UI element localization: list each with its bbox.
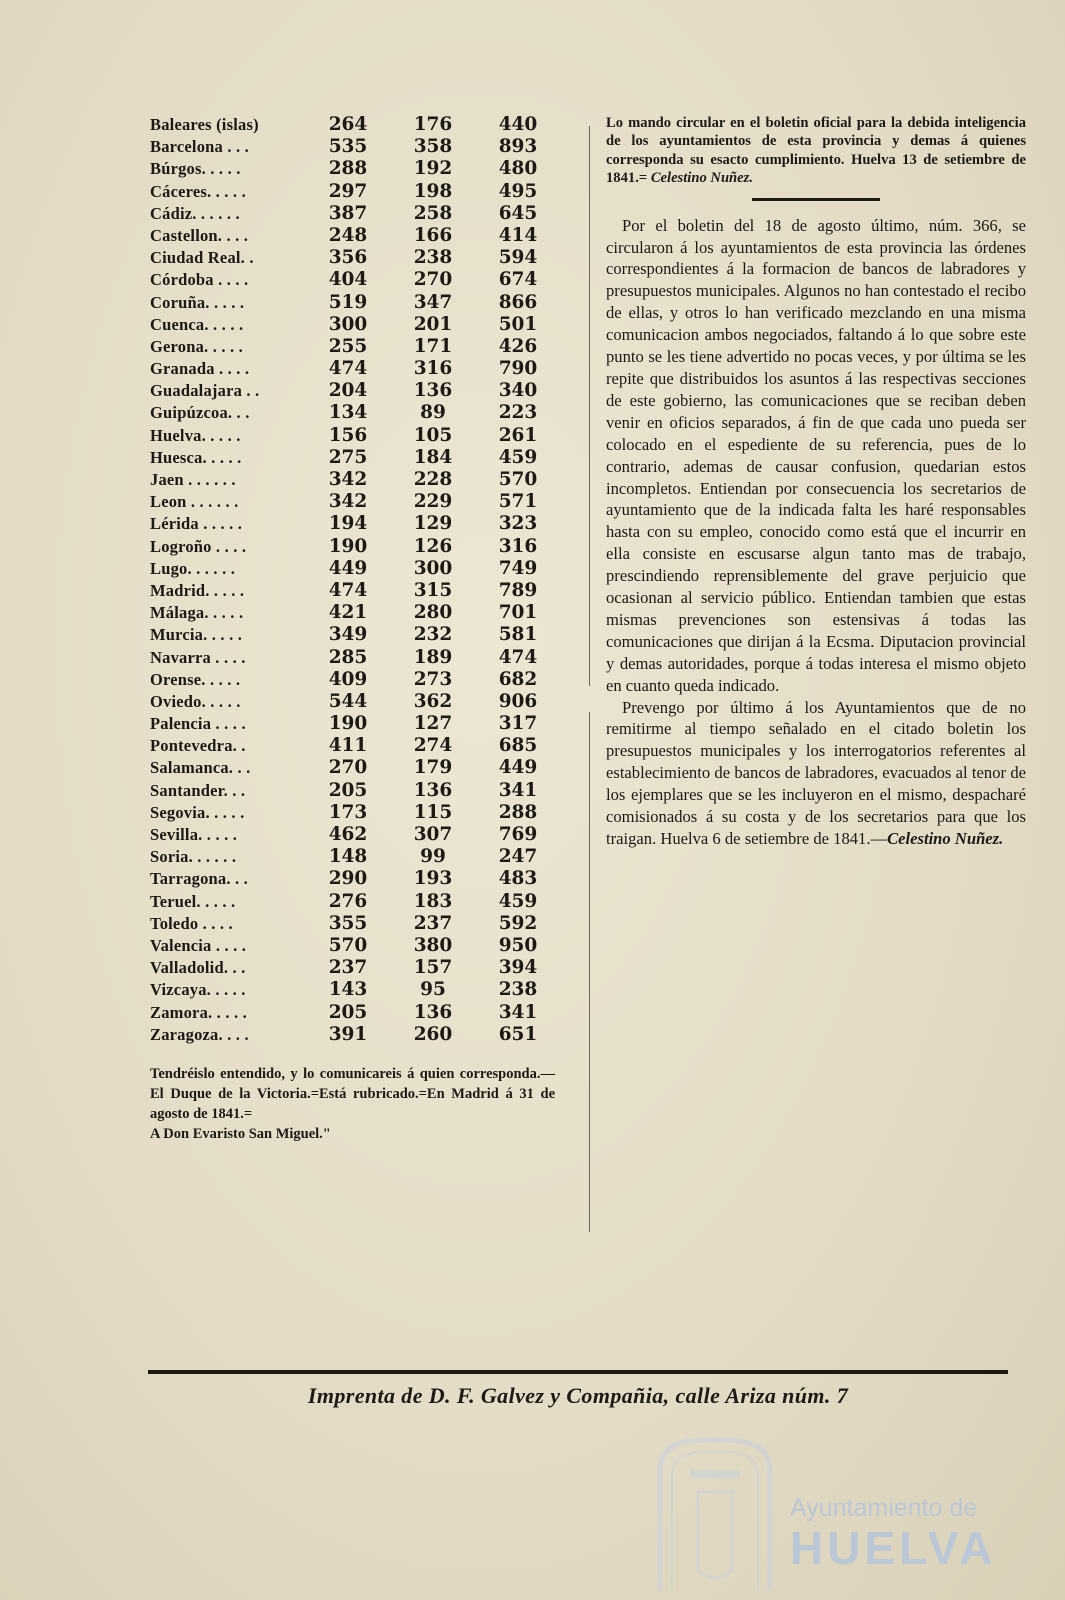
value-a: 544 <box>328 690 368 712</box>
circular-notice <box>606 114 1026 188</box>
watermark-line1: Ayuntamiento de <box>790 1494 978 1522</box>
value-total: 790 <box>498 358 538 380</box>
table-row <box>150 402 560 424</box>
table-row <box>150 314 560 336</box>
value-b: 229 <box>413 491 453 513</box>
value-a: 535 <box>328 136 368 158</box>
value-a: 519 <box>328 291 368 313</box>
table-row <box>150 669 560 691</box>
printer-imprint: Imprenta de D. F. Galvez y Compañia, calle Ariza núm. 7 <box>307 1383 849 1408</box>
value-b: 166 <box>413 224 453 246</box>
value-b: 198 <box>413 180 453 202</box>
value-total: 950 <box>498 934 538 956</box>
value-b: 300 <box>413 557 453 579</box>
province-name: Oviedo. . . . . <box>150 691 241 711</box>
province-name: Santander. . . <box>150 780 246 800</box>
province-name: Pontevedra. . <box>150 736 246 756</box>
value-a: 190 <box>328 535 368 557</box>
table-row <box>150 802 560 824</box>
value-total: 459 <box>498 446 538 468</box>
value-b: 89 <box>420 402 446 424</box>
table-row <box>150 491 560 513</box>
value-b: 126 <box>413 535 453 557</box>
province-name: Lérida . . . . . <box>150 514 243 534</box>
value-b: 136 <box>413 1001 453 1023</box>
value-b: 316 <box>413 358 453 380</box>
value-b: 347 <box>413 291 453 313</box>
value-total: 288 <box>498 801 538 823</box>
province-name: Segovia. . . . . <box>150 802 245 822</box>
value-b: 192 <box>413 158 453 180</box>
value-total: 581 <box>498 624 538 646</box>
value-b: 189 <box>413 646 453 668</box>
province-name: Palencia . . . . <box>150 714 246 734</box>
value-a: 237 <box>328 957 368 979</box>
value-total: 495 <box>498 180 538 202</box>
value-a: 156 <box>328 424 368 446</box>
value-total: 261 <box>498 424 538 446</box>
table-row <box>150 136 560 158</box>
value-total: 866 <box>498 291 538 313</box>
value-a: 421 <box>328 602 368 624</box>
value-total: 749 <box>498 557 538 579</box>
province-name: Zaragoza. . . . <box>150 1024 249 1044</box>
province-name: Valladolid. . . <box>150 958 246 978</box>
value-a: 194 <box>328 513 368 535</box>
province-name: Sevilla. . . . . <box>150 825 238 844</box>
value-b: 127 <box>413 713 453 735</box>
warning-paragraph-signature: Celestino Nuñez. <box>887 829 1004 848</box>
left-closing-block <box>150 1052 555 1144</box>
province-name: Orense. . . . . <box>150 669 241 689</box>
province-name: Baleares (islas) <box>150 115 259 134</box>
table-row <box>150 425 560 447</box>
value-total: 323 <box>498 513 538 535</box>
value-b: 99 <box>420 846 446 868</box>
province-name: Cádiz. . . . . . <box>150 203 240 223</box>
value-b: 136 <box>413 779 453 801</box>
table-row <box>150 735 560 757</box>
province-name: Salamanca. . . <box>150 758 251 778</box>
value-a: 143 <box>328 979 368 1001</box>
value-total: 316 <box>498 535 538 557</box>
value-a: 270 <box>328 757 368 779</box>
value-b: 362 <box>413 690 453 712</box>
value-b: 157 <box>413 957 453 979</box>
value-a: 342 <box>328 469 368 490</box>
value-a: 391 <box>328 1023 368 1045</box>
table-row <box>150 358 560 380</box>
value-b: 105 <box>413 424 453 446</box>
value-b: 358 <box>413 136 453 158</box>
value-a: 355 <box>328 912 368 934</box>
province-name: Gerona. . . . . <box>150 336 243 356</box>
value-total: 440 <box>498 114 538 135</box>
table-row <box>150 114 560 136</box>
value-a: 204 <box>328 380 368 402</box>
province-table <box>150 114 560 1046</box>
value-total: 674 <box>498 269 538 291</box>
table-row <box>150 580 560 602</box>
closing-text: Tendréislo entendido, y lo comunicareis á quien corresponda.—El Duque de la Victoria.=Está rubricado.=En Madrid á 31 de agosto de 1841.= <box>150 1066 555 1122</box>
boletin-paragraph: Por el boletin del 18 de agosto último, núm. 366, se circularon á los ayuntamientos de esta provincia las órdenes correspondientes á la formacion de bancos de labradores y presupuestos municipales. Algunos no han contestado el recibo de ellas, y otros lo han verificado mezclando en una misma comunicacion ambos negociados, faltando á lo que sobre este punto se les tiene advertido no pocas veces, y por última se les repite que distribuidos los asuntos á las respectivas secciones de este gobierno, las comunicaciones que se reciban deben venir en oficios separados, á fin de que cada uno pueda ser colocado en el espediente de su referencia, pues de lo contrario, ademas de causar confusion, quedarian estos incompletos. Entiendan por consecuencia los secretarios de ayuntamiento que de la indicada falta les haré responsables hasta con su empleo, conocido como está que el incurrir en ella consiste en escusarse algun tanto mas de trabajo, prescindiendo reprensiblemente del grave perjuicio que ocasionan al servicio público. Entiendan tambien que estas mismas prevenciones son estensivas á todas las comunicaciones que dirijan á la Ecsma. Diputacion provincial y demas autoridades, porque á todas interesa el mismo objeto en cuanto queda indicado. <box>606 215 1026 695</box>
value-a: 288 <box>328 158 368 180</box>
table-row <box>150 868 560 890</box>
value-total: 459 <box>498 890 538 912</box>
province-name: Cáceres. . . . . <box>150 181 246 201</box>
value-a: 300 <box>328 313 368 335</box>
province-name: Coruña. . . . . <box>150 292 245 312</box>
value-a: 356 <box>328 247 368 269</box>
province-name: Logroño . . . . <box>150 536 247 556</box>
value-b: 380 <box>413 934 453 956</box>
value-a: 411 <box>328 735 368 757</box>
value-b: 176 <box>413 114 453 135</box>
value-a: 255 <box>328 335 368 357</box>
value-total: 592 <box>498 912 538 934</box>
value-total: 340 <box>498 380 538 402</box>
value-total: 414 <box>498 224 538 246</box>
value-total: 594 <box>498 247 538 269</box>
table-row <box>150 203 560 225</box>
value-a: 474 <box>328 579 368 601</box>
table-row <box>150 247 560 269</box>
value-b: 183 <box>413 890 453 912</box>
right-column <box>606 114 1026 850</box>
value-b: 273 <box>413 668 453 690</box>
table-row <box>150 891 560 913</box>
value-b: 232 <box>413 624 453 646</box>
value-total: 645 <box>498 202 538 224</box>
province-name: Soria. . . . . . <box>150 847 237 867</box>
table-row <box>150 158 560 180</box>
value-total: 247 <box>498 846 538 868</box>
value-b: 307 <box>413 824 453 845</box>
table-row <box>150 225 560 247</box>
table-row <box>150 935 560 957</box>
value-a: 205 <box>328 779 368 801</box>
province-name: Huesca. . . . . <box>150 447 242 467</box>
value-a: 275 <box>328 446 368 468</box>
province-name: Teruel. . . . . <box>150 891 236 911</box>
province-name: Navarra . . . . <box>150 647 246 667</box>
circular-notice-text: Lo mando circular en el boletin oficial para la debida inteligencia de los ayuntamientos de esta provincia y demas á quienes corresponda su esacto cumplimiento. Huelva 13 de setiembre de 1841.= <box>606 115 1026 187</box>
table-row <box>150 336 560 358</box>
value-b: 115 <box>413 801 453 823</box>
table-row <box>150 647 560 669</box>
value-total: 685 <box>498 735 538 757</box>
value-b: 201 <box>413 313 453 335</box>
value-b: 184 <box>413 446 453 468</box>
value-total: 223 <box>498 402 538 424</box>
value-b: 129 <box>413 513 453 535</box>
value-total: 480 <box>498 158 538 180</box>
value-total: 651 <box>498 1023 538 1045</box>
value-total: 570 <box>498 469 538 490</box>
province-name: Jaen . . . . . . <box>150 470 236 489</box>
province-name: Guipúzcoa. . . <box>150 403 250 423</box>
value-a: 148 <box>328 846 368 868</box>
province-name: Búrgos. . . . . <box>150 159 241 179</box>
table-row <box>150 957 560 979</box>
value-a: 190 <box>328 713 368 735</box>
value-a: 404 <box>328 269 368 291</box>
value-total: 906 <box>498 690 538 712</box>
value-b: 136 <box>413 380 453 402</box>
value-a: 205 <box>328 1001 368 1023</box>
warning-paragraph <box>606 697 1026 850</box>
value-b: 171 <box>413 335 453 357</box>
value-a: 134 <box>328 402 368 424</box>
province-name: Toledo . . . . <box>150 913 233 933</box>
value-a: 570 <box>328 934 368 956</box>
table-row <box>150 602 560 624</box>
province-name: Valencia . . . . <box>150 935 247 955</box>
warning-paragraph-text: Prevengo por último á los Ayuntamientos que de no remitirme al tiempo señalado en el citado boletin los presupuestos municipales y los interrogatorios referentes al establecimiento de bancos de labradores, evacuados al tenor de los ejemplares que se les incluyeron en el mismo, despacharé comisionados á su costa y de los secretarios para que los traigan. Huelva 6 de setiembre de 1841.— <box>606 697 1026 848</box>
value-b: 179 <box>413 757 453 779</box>
value-total: 483 <box>498 868 538 890</box>
table-row <box>150 181 560 203</box>
value-b: 260 <box>413 1023 453 1045</box>
value-total: 394 <box>498 957 538 979</box>
value-a: 409 <box>328 668 368 690</box>
value-b: 274 <box>413 735 453 757</box>
province-name: Barcelona . . . <box>150 137 249 157</box>
table-row <box>150 1024 560 1046</box>
value-b: 258 <box>413 202 453 224</box>
province-name: Lugo. . . . . . <box>150 558 236 578</box>
value-a: 173 <box>328 801 368 823</box>
value-a: 474 <box>328 358 368 380</box>
value-total: 501 <box>498 313 538 335</box>
province-name: Granada . . . . <box>150 359 250 379</box>
value-total: 789 <box>498 579 538 601</box>
table-row <box>150 269 560 291</box>
value-a: 297 <box>328 180 368 202</box>
table-row <box>150 624 560 646</box>
province-name: Guadalajara . . <box>150 381 260 401</box>
province-name: Castellon. . . . <box>150 225 249 245</box>
value-b: 270 <box>413 269 453 291</box>
table-row <box>150 1002 560 1024</box>
value-total: 474 <box>498 646 538 668</box>
value-total: 426 <box>498 335 538 357</box>
imprint-rule <box>148 1370 1008 1374</box>
table-row <box>150 536 560 558</box>
value-total: 893 <box>498 136 538 158</box>
value-a: 342 <box>328 491 368 513</box>
value-total: 341 <box>498 1001 538 1023</box>
value-a: 290 <box>328 868 368 890</box>
table-row <box>150 713 560 735</box>
value-b: 280 <box>413 602 453 624</box>
value-a: 449 <box>328 557 368 579</box>
table-row <box>150 558 560 580</box>
value-total: 341 <box>498 779 538 801</box>
province-name: Málaga. . . . . <box>150 603 244 623</box>
province-name: Zamora. . . . . <box>150 1002 247 1022</box>
table-row <box>150 979 560 1001</box>
province-name: Cuenca. . . . . <box>150 314 244 334</box>
table-row <box>150 380 560 402</box>
province-name: Huelva. . . . . <box>150 425 241 445</box>
value-a: 276 <box>328 890 368 912</box>
value-total: 769 <box>498 824 538 845</box>
closing-addressee: A Don Evaristo San Miguel." <box>150 1126 331 1142</box>
table-row <box>150 292 560 314</box>
watermark-line2: HUELVA <box>790 1522 997 1574</box>
table-row <box>150 780 560 802</box>
province-name: Tarragona. . . <box>150 869 248 889</box>
value-b: 315 <box>413 579 453 601</box>
province-name: Madrid. . . . . <box>150 580 245 600</box>
table-row <box>150 469 560 491</box>
province-name: Córdoba . . . . <box>150 270 249 290</box>
table-row <box>150 824 560 846</box>
table-row <box>150 757 560 779</box>
province-name: Vizcaya. . . . . <box>150 980 246 1000</box>
value-a: 349 <box>328 624 368 646</box>
value-a: 387 <box>328 202 368 224</box>
value-total: 701 <box>498 602 538 624</box>
table-row <box>150 447 560 469</box>
circular-notice-signature: Celestino Nuñez. <box>650 170 753 187</box>
province-name: Murcia. . . . . <box>150 625 243 645</box>
province-name: Ciudad Real. . <box>150 248 254 268</box>
value-b: 237 <box>413 912 453 934</box>
value-b: 238 <box>413 247 453 269</box>
value-a: 264 <box>328 114 368 135</box>
value-a: 248 <box>328 224 368 246</box>
value-a: 462 <box>328 824 368 845</box>
value-total: 682 <box>498 668 538 690</box>
table-row <box>150 513 560 535</box>
value-total: 449 <box>498 757 538 779</box>
royal-order-closing <box>150 1064 555 1144</box>
value-total: 238 <box>498 979 538 1001</box>
column-divider-top <box>589 126 590 686</box>
value-total: 317 <box>498 713 538 735</box>
column-divider-bottom <box>589 712 590 1232</box>
value-a: 285 <box>328 646 368 668</box>
table-row <box>150 691 560 713</box>
value-b: 193 <box>413 868 453 890</box>
table-row <box>150 846 560 868</box>
section-rule <box>752 198 880 201</box>
table-row <box>150 913 560 935</box>
value-b: 228 <box>413 469 453 490</box>
value-b: 95 <box>420 979 446 1001</box>
province-name: Leon . . . . . . <box>150 492 239 512</box>
value-total: 571 <box>498 491 538 513</box>
